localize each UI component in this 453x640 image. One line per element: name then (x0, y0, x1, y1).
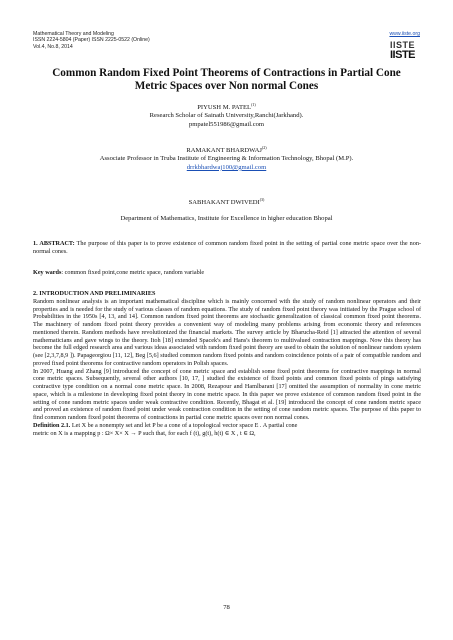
author-block-1 (30, 101, 423, 129)
logo-main-text: IISTE (390, 49, 416, 61)
author-sup-2: (2) (261, 145, 267, 150)
issn-line: ISSN 2224-5804 (Paper) ISSN 2225-0522 (Online) (33, 37, 150, 44)
running-header-right (389, 31, 420, 37)
author-affiliation-1: Research Scholar of Sainath University,Ranchi(Jarkhand). (149, 112, 304, 120)
author-name-3: SABHAKANT DWIVEDI (188, 199, 260, 207)
running-header-left (33, 31, 150, 50)
intro-paragraph-2: In 2007, Huang and Zhang [9] introduced the concept of cone metric space and establish some fixed point theorems for contractive mappings in normal cone metric spaces. Subsequently, several other authors [10, 17, ] studied the existence of fixed points and common fixed points of pings satisfying contractive type condition on a normal cone metric space. In 2008, Rezapour and Hamlbarani [17] omitted the assumption of normality in cone metric space, which is a milestone in developing fixed point theory in cone metric space. In this paper we prove existence of common random fixed point in the setting of cone random metric spaces under weak contractive condition. Recently, Bhagat et al. [19] introduced the concept of cone random metric space and proved an existence of random fixed point under weak contraction condition in the setting of cone random metric spaces. The purpose of this paper to find common random fixed point theorems of contractions in partial cone metric spaces over non normal cones. (33, 367, 421, 421)
definition-text-2: metric on X is a mapping p : Ω× X× X → P such that, for each f (t), g(t), h(t) ∈ X , t ∈ Ω, (33, 429, 256, 437)
page-number: 78 (223, 604, 230, 611)
paper-title: Common Random Fixed Point Theorems of Contractions in Partial Cone Metric Spaces over Non normal Cones (52, 67, 401, 92)
section-2-heading: 2. INTRODUCTION AND PRELIMINARIES (33, 290, 156, 297)
definition-text-1: Let X be a nonempty set and let P be a cone of a topological vector space E . A partial cone (70, 421, 298, 429)
abstract-text: The purpose of this paper is to prove existence of common random fixed point in the setting of partial cone metric space over the non-normal cones. (33, 240, 422, 255)
keywords-section (33, 269, 421, 277)
author-name-2: RAMAKANT BHARDWAJ (186, 147, 262, 155)
logo-top-text: IISTE (390, 40, 416, 50)
definition-label: Definition 2.1. (33, 421, 71, 429)
introduction-section (33, 290, 421, 437)
abstract-label: 1. ABSTRACT: (33, 240, 75, 247)
author-name-1: PIYUSH M. PATEL (197, 104, 252, 112)
author-affiliation-3: Department of Mathematics, Institute for Excellence in higher education Bhopal (120, 215, 333, 223)
keywords-text: : common fixed point,cone metric space, random variable (61, 269, 205, 276)
author-sup-1: (1) (251, 102, 256, 107)
author-block-2 (30, 144, 423, 172)
volume-line: Vol.4, No.8, 2014 (33, 43, 73, 50)
abstract-section (33, 240, 421, 256)
author-email-1: pmpatel551986@gmail.com (188, 120, 265, 128)
journal-url-link[interactable]: www.iiste.org (389, 31, 420, 37)
journal-name: Mathematical Theory and Modeling (33, 31, 114, 37)
author-block-3 (30, 196, 423, 224)
keywords-label: Key wards (33, 269, 62, 276)
intro-paragraph-1: Random nonlinear analysis is an important mathematical discipline which is mainly concerned with the study of random nonlinear operators and their properties and is needed for the study of various classes of random equations. The study of random fixed point theory was initiated by the Prague school of Probabilities in the 1950s [4, 13, and 14]. Common random fixed point theorems are stochastic generalization of classical common fixed point theorems. The machinery of random fixed point theory provides a convenient way of modeling many problems arising from economic theory and references mentioned therein. Random methods have revolutionized the financial markets. The survey article by Bharucha-Reid [1] attracted the attention of several mathematicians and gave wings to the theory. Itoh [18] extended Spacek's and Hans's theorem to multivalued contraction mappings. Now this theory has become the full edged research area and various ideas associated with random fixed point theory are used to obtain the solution of nonlinear random system (see [2,3,7,8,9 ]). Papageorgiou [11, 12], Beg [5,6] studied common random fixed points and random coincidence points of a pair of compatible random and proved fixed point theorems for contractive random operators in Polish spaces. (33, 297, 421, 367)
iiste-logo (390, 40, 418, 66)
author-email-link-2[interactable]: drrkbhardwaj100@gmail.com (186, 163, 267, 171)
author-affiliation-2: Associate Professor in Truba Institute of Engineering & Information Technology, Bhopal (M.P). (99, 155, 354, 163)
author-sup-3: (3) (259, 197, 265, 202)
